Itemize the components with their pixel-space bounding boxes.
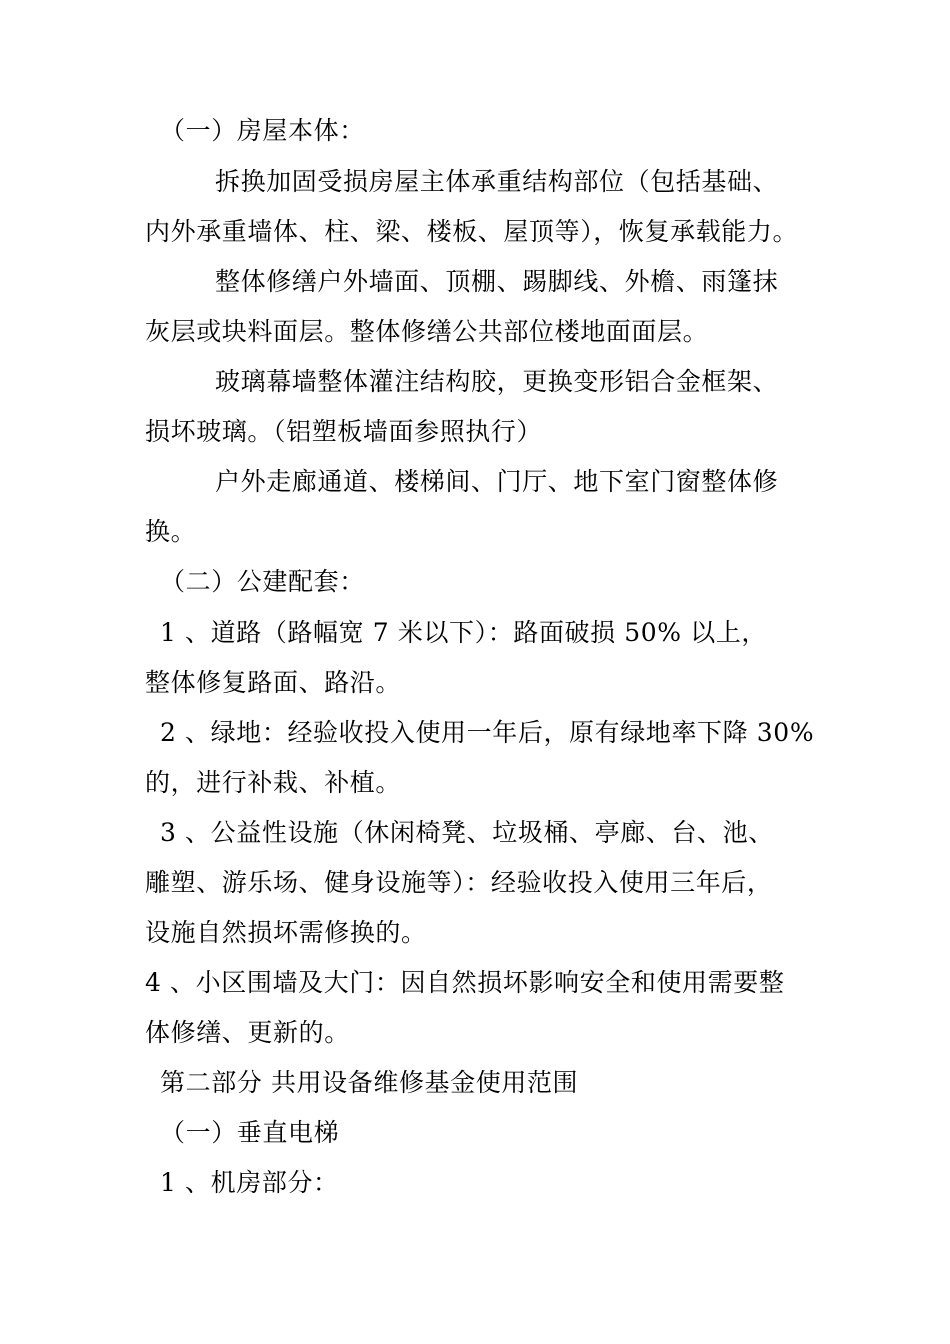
- paragraph-line: 设施自然损坏需修换的。: [145, 918, 427, 947]
- paragraph-line: 拆换加固受损房屋主体承重结构部位（包括基础、: [215, 167, 779, 196]
- list-item-public-facilities: 3 、公益性设施（休闲椅凳、垃圾桶、亭廊、台、池、: [160, 818, 774, 847]
- section-heading-elevator: （一）垂直电梯: [160, 1118, 340, 1147]
- paragraph-line: 体修缮、更新的。: [145, 1018, 350, 1047]
- paragraph-line: 整体修缮户外墙面、顶棚、踢脚线、外檐、雨篷抹: [215, 267, 779, 296]
- paragraph-line: 换。: [145, 517, 197, 546]
- paragraph-line: 玻璃幕墙整体灌注结构胶，更换变形铝合金框架、: [215, 367, 779, 396]
- list-item-green-space: 2 、绿地：经验收投入使用一年后，原有绿地率下降 30%: [160, 718, 815, 747]
- part-heading: 第二部分 共用设备维修基金使用范围: [160, 1068, 579, 1097]
- section-heading-public-facilities: （二）公建配套：: [160, 567, 365, 596]
- paragraph-line: 的，进行补栽、补植。: [145, 768, 402, 797]
- paragraph-line: 损坏玻璃。（铝塑板墙面参照执行）: [145, 417, 543, 446]
- list-item-walls-gates: 4 、小区围墙及大门：因自然损坏影响安全和使用需要整: [145, 968, 785, 997]
- paragraph-line: 雕塑、游乐场、健身设施等）：经验收投入使用三年后，: [145, 868, 773, 897]
- paragraph-line: 户外走廊通道、楼梯间、门厅、地下室门窗整体修: [215, 467, 779, 496]
- paragraph-line: 内外承重墙体、柱、梁、楼板、屋顶等），恢复承载能力。: [145, 217, 799, 246]
- paragraph-line: 整体修复路面、路沿。: [145, 668, 402, 697]
- section-heading-building-body: （一）房屋本体：: [160, 116, 365, 145]
- paragraph-line: 灰层或块料面层。整体修缮公共部位楼地面面层。: [145, 317, 709, 346]
- list-item-machine-room: 1 、机房部分：: [160, 1168, 339, 1197]
- list-item-roads: 1 、道路（路幅宽 7 米以下）：路面破损 50% 以上，: [160, 618, 768, 647]
